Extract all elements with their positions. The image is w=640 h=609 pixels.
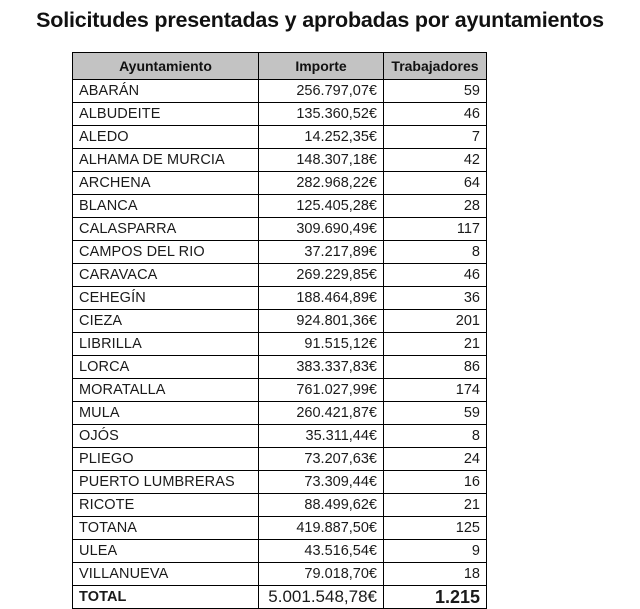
cell-trabajadores: 46 — [384, 264, 487, 287]
cell-importe: 43.516,54€ — [259, 540, 384, 563]
cell-ayuntamiento: RICOTE — [73, 494, 259, 517]
cell-trabajadores: 18 — [384, 563, 487, 586]
table-row — [73, 310, 487, 333]
cell-ayuntamiento: CIEZA — [73, 310, 259, 333]
cell-importe: 37.217,89€ — [259, 241, 384, 264]
cell-trabajadores: 46 — [384, 103, 487, 126]
cell-ayuntamiento: ALBUDEITE — [73, 103, 259, 126]
cell-trabajadores: 59 — [384, 402, 487, 425]
cell-ayuntamiento: MULA — [73, 402, 259, 425]
cell-trabajadores: 59 — [384, 80, 487, 103]
table-row — [73, 80, 487, 103]
table-row — [73, 471, 487, 494]
table-row — [73, 149, 487, 172]
cell-ayuntamiento: TOTAL — [73, 586, 259, 609]
cell-importe: 14.252,35€ — [259, 126, 384, 149]
cell-trabajadores: 117 — [384, 218, 487, 241]
table-header — [73, 53, 487, 80]
cell-importe: 79.018,70€ — [259, 563, 384, 586]
column-header-ayuntamiento: Ayuntamiento — [73, 53, 259, 80]
table-row — [73, 356, 487, 379]
cell-ayuntamiento: ARCHENA — [73, 172, 259, 195]
solicitudes-table — [72, 52, 487, 609]
cell-trabajadores: 1.215 — [384, 586, 487, 609]
table-row — [73, 563, 487, 586]
cell-importe: 260.421,87€ — [259, 402, 384, 425]
table-total-row — [73, 586, 487, 609]
cell-importe: 282.968,22€ — [259, 172, 384, 195]
cell-ayuntamiento: VILLANUEVA — [73, 563, 259, 586]
cell-importe: 309.690,49€ — [259, 218, 384, 241]
cell-ayuntamiento: LORCA — [73, 356, 259, 379]
table-body — [73, 80, 487, 609]
cell-ayuntamiento: CARAVACA — [73, 264, 259, 287]
cell-ayuntamiento: LIBRILLA — [73, 333, 259, 356]
cell-importe: 188.464,89€ — [259, 287, 384, 310]
cell-trabajadores: 42 — [384, 149, 487, 172]
cell-trabajadores: 21 — [384, 333, 487, 356]
table-row — [73, 494, 487, 517]
table-row — [73, 126, 487, 149]
cell-trabajadores: 86 — [384, 356, 487, 379]
cell-importe: 91.515,12€ — [259, 333, 384, 356]
cell-ayuntamiento: CEHEGÍN — [73, 287, 259, 310]
cell-importe: 5.001.548,78€ — [259, 586, 384, 609]
cell-ayuntamiento: ULEA — [73, 540, 259, 563]
cell-importe: 924.801,36€ — [259, 310, 384, 333]
cell-importe: 761.027,99€ — [259, 379, 384, 402]
cell-ayuntamiento: PLIEGO — [73, 448, 259, 471]
cell-trabajadores: 7 — [384, 126, 487, 149]
cell-importe: 256.797,07€ — [259, 80, 384, 103]
cell-importe: 125.405,28€ — [259, 195, 384, 218]
cell-ayuntamiento: PUERTO LUMBRERAS — [73, 471, 259, 494]
page-title: Solicitudes presentadas y aprobadas por ayuntamientos — [36, 8, 604, 32]
cell-trabajadores: 16 — [384, 471, 487, 494]
table-row — [73, 540, 487, 563]
cell-importe: 35.311,44€ — [259, 425, 384, 448]
cell-importe: 383.337,83€ — [259, 356, 384, 379]
cell-trabajadores: 21 — [384, 494, 487, 517]
cell-trabajadores: 125 — [384, 517, 487, 540]
cell-ayuntamiento: BLANCA — [73, 195, 259, 218]
table-header-row — [73, 53, 487, 80]
cell-trabajadores: 201 — [384, 310, 487, 333]
table-row — [73, 287, 487, 310]
table-row — [73, 333, 487, 356]
cell-importe: 419.887,50€ — [259, 517, 384, 540]
cell-importe: 148.307,18€ — [259, 149, 384, 172]
cell-importe: 73.309,44€ — [259, 471, 384, 494]
table-row — [73, 195, 487, 218]
table-row — [73, 379, 487, 402]
cell-ayuntamiento: CALASPARRA — [73, 218, 259, 241]
cell-ayuntamiento: CAMPOS DEL RIO — [73, 241, 259, 264]
table-row — [73, 425, 487, 448]
table-row — [73, 448, 487, 471]
cell-trabajadores: 24 — [384, 448, 487, 471]
cell-importe: 269.229,85€ — [259, 264, 384, 287]
table-row — [73, 264, 487, 287]
cell-trabajadores: 174 — [384, 379, 487, 402]
column-header-trabajadores: Trabajadores — [384, 53, 487, 80]
table-row — [73, 218, 487, 241]
cell-importe: 135.360,52€ — [259, 103, 384, 126]
cell-importe: 88.499,62€ — [259, 494, 384, 517]
table-row — [73, 402, 487, 425]
cell-ayuntamiento: OJÓS — [73, 425, 259, 448]
cell-trabajadores: 8 — [384, 241, 487, 264]
cell-trabajadores: 9 — [384, 540, 487, 563]
cell-trabajadores: 64 — [384, 172, 487, 195]
cell-ayuntamiento: ABARÁN — [73, 80, 259, 103]
cell-importe: 73.207,63€ — [259, 448, 384, 471]
cell-ayuntamiento: ALHAMA DE MURCIA — [73, 149, 259, 172]
cell-ayuntamiento: ALEDO — [73, 126, 259, 149]
table-row — [73, 517, 487, 540]
column-header-importe: Importe — [259, 53, 384, 80]
cell-trabajadores: 8 — [384, 425, 487, 448]
data-table-container — [72, 52, 486, 609]
cell-ayuntamiento: MORATALLA — [73, 379, 259, 402]
cell-ayuntamiento: TOTANA — [73, 517, 259, 540]
cell-trabajadores: 28 — [384, 195, 487, 218]
table-row — [73, 103, 487, 126]
table-row — [73, 172, 487, 195]
cell-trabajadores: 36 — [384, 287, 487, 310]
table-row — [73, 241, 487, 264]
